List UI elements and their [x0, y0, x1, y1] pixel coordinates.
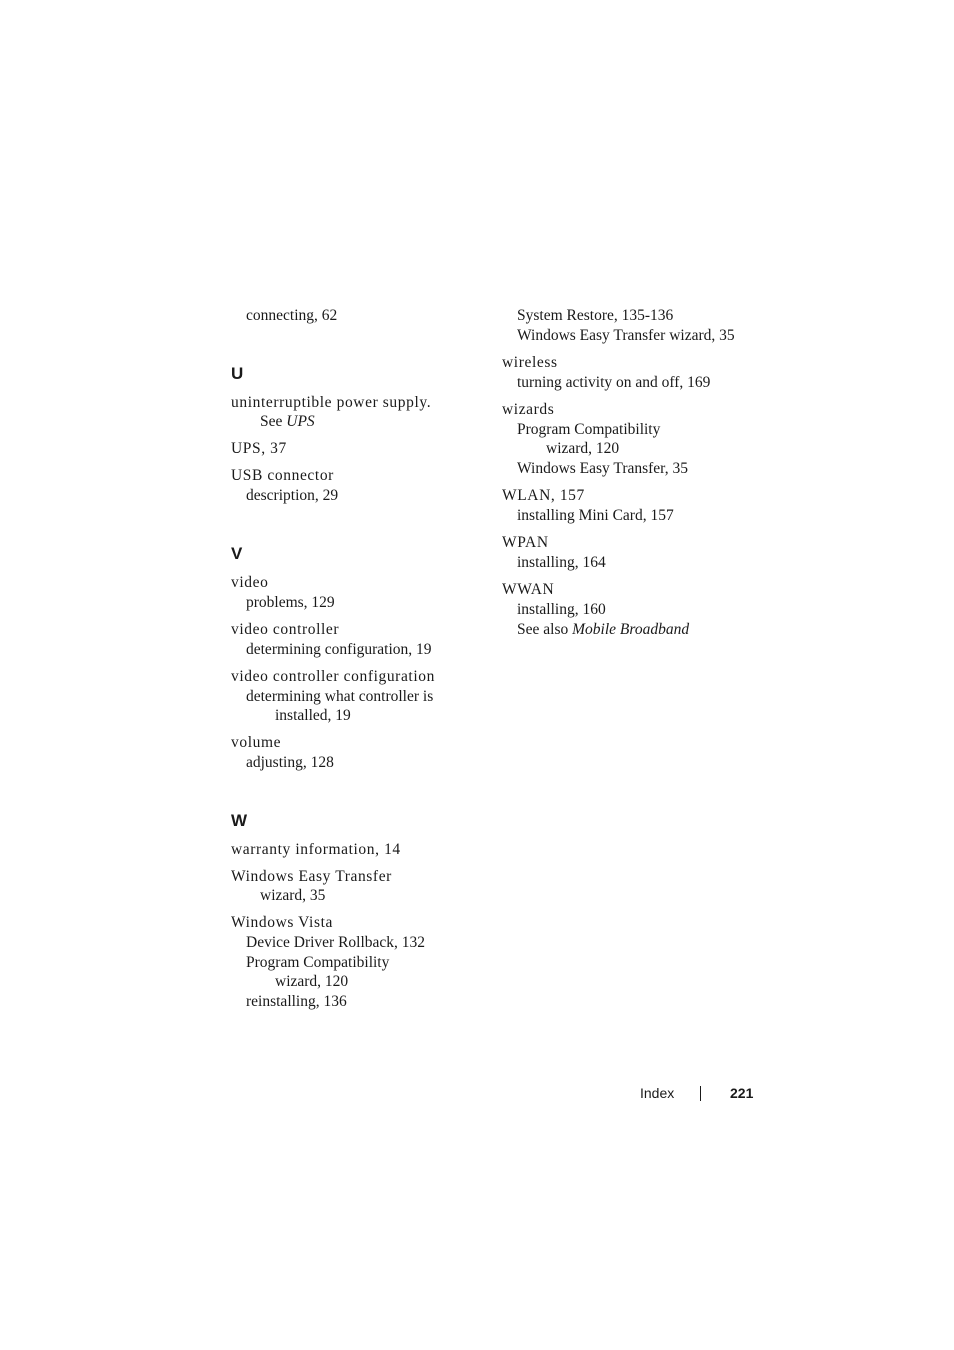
index-entry	[231, 667, 481, 726]
index-entry	[502, 486, 762, 526]
index-subentry: System Restore, 135-136	[517, 307, 674, 324]
see-target: UPS	[286, 413, 315, 430]
section-letter-v: V	[231, 544, 243, 563]
section-letter-u: U	[231, 364, 244, 383]
index-entry	[231, 306, 481, 326]
index-entry	[231, 439, 481, 459]
index-term: volume	[231, 734, 282, 751]
index-entry	[502, 400, 762, 479]
index-term: video controller	[231, 621, 340, 638]
index-subentry: description, 29	[246, 487, 339, 504]
index-term: wizards	[502, 401, 555, 418]
see-also-prefix: See also	[517, 621, 573, 638]
index-entry	[231, 573, 481, 613]
index-entry	[502, 533, 762, 573]
index-see-also	[502, 620, 762, 640]
index-subentry-continuation: wizard, 120	[546, 440, 620, 457]
index-subentry: Program Compatibility	[246, 954, 390, 971]
index-continuation	[231, 412, 481, 432]
index-term: uninterruptible power supply.	[231, 394, 432, 411]
index-entry	[231, 913, 481, 1012]
index-entry	[231, 393, 481, 432]
footer-divider	[700, 1086, 701, 1101]
index-column-left	[231, 306, 481, 1019]
index-term: UPS, 37	[231, 440, 287, 457]
see-prefix: See	[260, 413, 287, 430]
index-subentry-continuation: installed, 19	[275, 707, 351, 724]
page-footer	[640, 1083, 760, 1103]
index-term: wireless	[502, 354, 558, 371]
index-term: warranty information, 14	[231, 841, 401, 858]
see-also-target: Mobile Broadband	[572, 621, 690, 638]
index-entry	[502, 580, 762, 640]
index-term: Windows Easy Transfer	[231, 868, 392, 885]
index-column-right	[502, 306, 762, 647]
index-subentry: Windows Easy Transfer, 35	[517, 460, 688, 477]
index-subentry: reinstalling, 136	[246, 993, 347, 1010]
index-subentry: connecting, 62	[246, 307, 338, 324]
index-term: Windows Vista	[231, 914, 333, 931]
index-entry	[231, 840, 481, 860]
index-continuation: wizard, 35	[260, 887, 326, 904]
index-subentry-continuation: wizard, 120	[275, 973, 349, 990]
index-subentry: installing, 164	[517, 554, 606, 571]
index-subentry: determining configuration, 19	[246, 641, 432, 658]
index-term: WPAN	[502, 534, 549, 551]
index-term: video	[231, 574, 269, 591]
page-number: 221	[730, 1085, 754, 1101]
index-entry	[231, 733, 481, 773]
index-entry	[231, 466, 481, 506]
index-term: WWAN	[502, 581, 555, 598]
index-term: USB connector	[231, 467, 334, 484]
index-subentry: Program Compatibility	[517, 421, 661, 438]
index-term: WLAN, 157	[502, 487, 585, 504]
index-subentry: installing Mini Card, 157	[517, 507, 674, 524]
index-entry	[231, 867, 481, 906]
index-subentry: turning activity on and off, 169	[517, 374, 711, 391]
index-subentry: Device Driver Rollback, 132	[246, 934, 426, 951]
index-entry	[231, 620, 481, 660]
index-entry	[502, 306, 762, 346]
index-entry	[502, 353, 762, 393]
index-subentry: problems, 129	[246, 594, 335, 611]
index-subentry: adjusting, 128	[246, 754, 334, 771]
index-subentry: installing, 160	[517, 601, 606, 618]
index-subentry: determining what controller is	[246, 688, 434, 705]
index-term: video controller configuration	[231, 668, 435, 685]
footer-label: Index	[640, 1085, 675, 1101]
section-letter-w: W	[231, 811, 248, 830]
index-subentry: Windows Easy Transfer wizard, 35	[517, 327, 735, 344]
